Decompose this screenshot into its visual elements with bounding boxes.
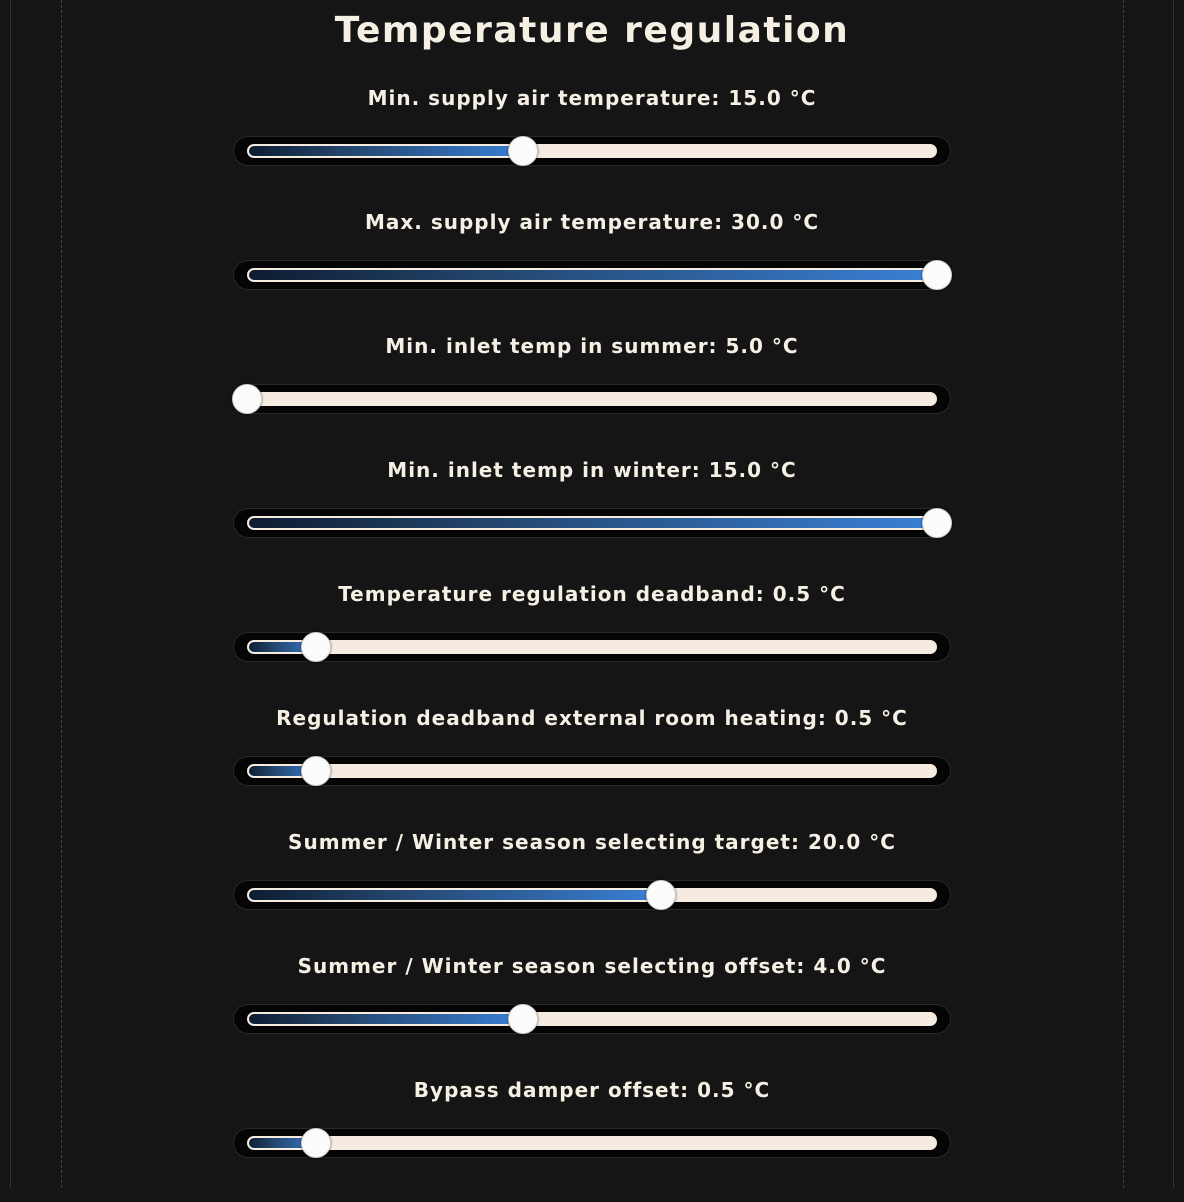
setting-label: Min. inlet temp in winter: 15.0 °C: [387, 458, 797, 482]
setting-temperature-regulation-deadband: [0, 582, 1184, 706]
max-supply-air-temperature-slider[interactable]: [233, 260, 951, 290]
setting-bypass-damper-offset: [0, 1078, 1184, 1202]
slider-thumb[interactable]: [232, 384, 262, 414]
slider-fill: [247, 516, 937, 530]
setting-season-selecting-target: [0, 830, 1184, 954]
regulation-deadband-external-room-heating-slider[interactable]: [233, 756, 951, 786]
page-title: Temperature regulation: [334, 10, 850, 51]
slider-track: [247, 516, 937, 530]
slider-track: [247, 640, 937, 654]
setting-min-inlet-temp-summer: [0, 334, 1184, 458]
setting-min-supply-air-temperature: [0, 86, 1184, 210]
setting-regulation-deadband-external-room-heating: [0, 706, 1184, 830]
slider-track: [247, 888, 937, 902]
slider-track: [247, 764, 937, 778]
slider-fill: [247, 144, 531, 158]
temperature-regulation-deadband-slider[interactable]: [233, 632, 951, 662]
setting-season-selecting-offset: [0, 954, 1184, 1078]
slider-fill: [247, 888, 669, 902]
slider-track: [247, 1136, 937, 1150]
slider-thumb[interactable]: [646, 880, 676, 910]
setting-label: Min. supply air temperature: 15.0 °C: [367, 86, 817, 110]
slider-thumb[interactable]: [301, 1128, 331, 1158]
season-selecting-target-slider[interactable]: [233, 880, 951, 910]
slider-thumb[interactable]: [922, 508, 952, 538]
min-inlet-temp-summer-slider[interactable]: [233, 384, 951, 414]
setting-label: Summer / Winter season selecting offset: 4.0 °C: [297, 954, 887, 978]
slider-track: [247, 1012, 937, 1026]
slider-track: [247, 268, 937, 282]
slider-track: [247, 392, 937, 406]
setting-label: Regulation deadband external room heating: 0.5 °C: [276, 706, 908, 730]
slider-thumb[interactable]: [922, 260, 952, 290]
setting-label: Bypass damper offset: 0.5 °C: [413, 1078, 771, 1102]
slider-thumb[interactable]: [508, 136, 538, 166]
min-supply-air-temperature-slider[interactable]: [233, 136, 951, 166]
setting-label: Max. supply air temperature: 30.0 °C: [364, 210, 820, 234]
setting-label: Temperature regulation deadband: 0.5 °C: [338, 582, 846, 606]
slider-fill: [247, 268, 937, 282]
slider-fill: [247, 1012, 531, 1026]
setting-min-inlet-temp-winter: [0, 458, 1184, 582]
season-selecting-offset-slider[interactable]: [233, 1004, 951, 1034]
slider-thumb[interactable]: [301, 756, 331, 786]
slider-thumb[interactable]: [301, 632, 331, 662]
setting-label: Summer / Winter season selecting target: 20.0 °C: [288, 830, 896, 854]
bypass-damper-offset-slider[interactable]: [233, 1128, 951, 1158]
setting-label: Min. inlet temp in summer: 5.0 °C: [385, 334, 799, 358]
setting-max-supply-air-temperature: [0, 210, 1184, 334]
min-inlet-temp-winter-slider[interactable]: [233, 508, 951, 538]
slider-thumb[interactable]: [508, 1004, 538, 1034]
slider-track: [247, 144, 937, 158]
